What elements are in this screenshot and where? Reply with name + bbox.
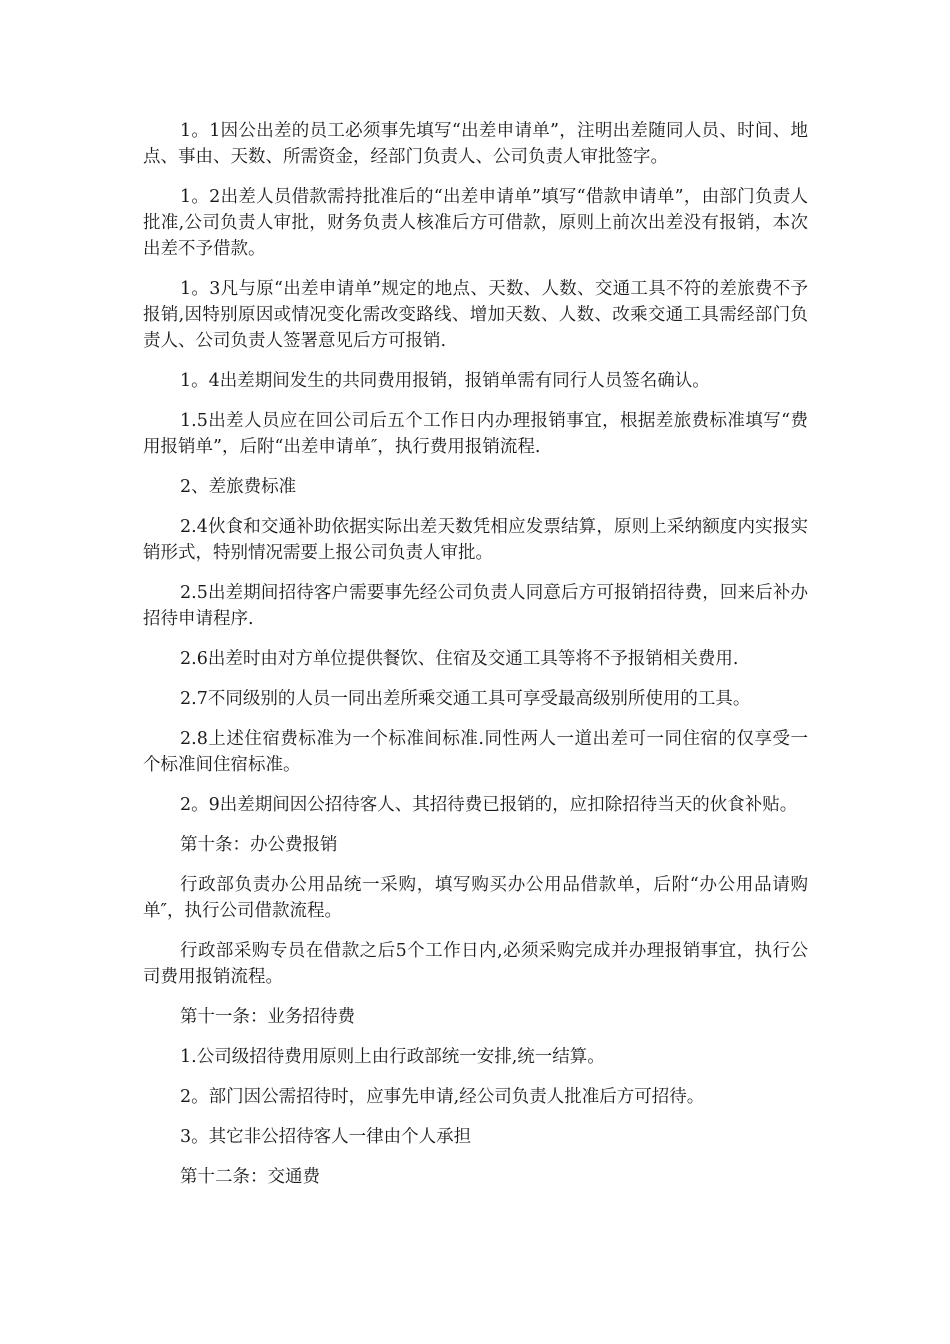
article-10-paragraph-2: 行政部采购专员在借款之后5个工作日内,必须采购完成并办理报销事宜，执行公司费用报销流程。 bbox=[143, 941, 808, 987]
paragraph-1-4: 1。4出差期间发生的共同费用报销，报销单需有同行人员签名确认。 bbox=[180, 371, 710, 391]
paragraph-1-5: 1.5出差人员应在回公司后五个工作日内办理报销事宜，根据差旅费标准填写“费用报销单”，后附“出差申请单″，执行费用报销流程. bbox=[143, 411, 808, 457]
paragraph-2-8: 2.8上述住宿费标准为一个标准间标准.同性两人一道出差可一同住宿的仅享受一个标准间住宿标准。 bbox=[143, 729, 808, 775]
paragraph-1-1: 1。1因公出差的员工必须事先填写“出差申请单”，注明出差随同人员、时间、地点、事由、天数、所需资金，经部门负责人、公司负责人审批签字。 bbox=[143, 121, 808, 167]
article-11-item-1: 1.公司级招待费用原则上由行政部统一安排,统一结算。 bbox=[180, 1047, 605, 1067]
paragraph-2-5: 2.5出差期间招待客户需要事先经公司负责人同意后方可报销招待费，回来后补办招待申请程序. bbox=[143, 583, 808, 629]
paragraph-2-4: 2.4伙食和交通补助依据实际出差天数凭相应发票结算，原则上采纳额度内实报实销形式，特别情况需要上报公司负责人审批。 bbox=[143, 517, 808, 563]
section-heading-travel-standard: 2、差旅费标准 bbox=[180, 477, 297, 497]
article-10-paragraph-1: 行政部负责办公用品统一采购，填写购买办公用品借款单，后附“办公用品请购单″，执行公司借款流程。 bbox=[143, 875, 808, 921]
paragraph-1-2: 1。2出差人员借款需持批准后的“出差申请单”填写“借款申请单”，由部门负责人批准,公司负责人审批，财务负责人核准后方可借款，原则上前次出差没有报销，本次出差不予借款。 bbox=[143, 187, 808, 259]
article-11-item-2: 2。部门因公需招待时，应事先申请,经公司负责人批准后方可招待。 bbox=[180, 1087, 705, 1107]
paragraph-2-7: 2.7不同级别的人员一同出差所乘交通工具可享受最高级别所使用的工具。 bbox=[180, 689, 751, 709]
paragraph-2-6: 2.6出差时由对方单位提供餐饮、住宿及交通工具等将不予报销相关费用. bbox=[180, 649, 739, 669]
document-body bbox=[143, 118, 808, 1204]
paragraph-2-9: 2。9出差期间因公招待客人、其招待费已报销的，应扣除招待当天的伙食补贴。 bbox=[180, 795, 798, 815]
article-11-item-3: 3。其它非公招待客人一律由个人承担 bbox=[180, 1127, 472, 1147]
paragraph-1-3: 1。3凡与原“出差申请单”规定的地点、天数、人数、交通工具不符的差旅费不予报销,因特别原因或情况变化需改变路线、增加天数、人数、改乘交通工具需经部门负责人、公司负责人签署意见后方可报销. bbox=[143, 279, 808, 351]
article-11-heading: 第十一条：业务招待费 bbox=[180, 1007, 355, 1027]
article-12-heading: 第十二条：交通费 bbox=[180, 1167, 320, 1187]
article-10-heading: 第十条：办公费报销 bbox=[180, 835, 338, 855]
